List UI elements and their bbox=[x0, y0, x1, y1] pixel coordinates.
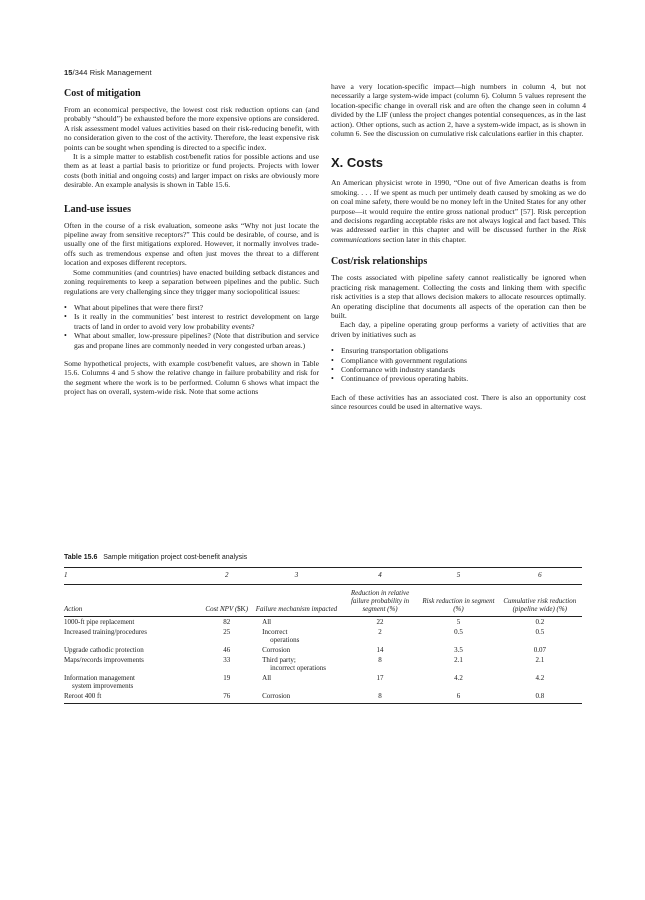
cell-cost: 82 bbox=[223, 618, 231, 626]
table-row bbox=[64, 627, 582, 645]
risk-communications-link-text: Risk communications bbox=[331, 225, 586, 244]
cost-benefit-table bbox=[64, 567, 582, 704]
cost-of-mitigation-heading: Cost of mitigation bbox=[64, 88, 141, 99]
cell-action: Maps/records improvements bbox=[64, 656, 144, 664]
cost-paragraph-1: From an economical perspective, the lowest cost risk reduction options can (and probably “should”) be exhausted before the more expensive options are considered. A risk assessment model values activities based on their risk-reducing benefit, with no consideration given to the cost of the activity. Therefore, the least expensive risk points can be sought when spending is directed to a specific index. bbox=[64, 105, 319, 152]
table-caption-label: Table 15.6 bbox=[64, 554, 98, 561]
cell-risk: 0.5 bbox=[454, 628, 463, 636]
cell-reduction: 8 bbox=[378, 656, 382, 664]
cell-action: 1000-ft pipe replacement bbox=[64, 618, 135, 626]
table-row bbox=[64, 673, 582, 691]
list-item: • Is it really in the communities’ best interest to restrict development on large tracts of land in order to avoid very low probability events? bbox=[64, 312, 319, 331]
cell-risk: 6 bbox=[419, 691, 497, 704]
cell-cost: 19 bbox=[223, 674, 231, 682]
cell-mechanism bbox=[252, 627, 341, 645]
costs-text-a: An American physicist wrote in 1990, “One out of five American deaths is from smoking. . . . If we spent as much per untimely death caused by smoking as we do on coal mine safety, there would be no money left in the United States for any other purpose—it would require the entire gross national product” [57]. Risk perception and decisions regarding acceptable risks are not always logical and fact based. This was addressed earlier in this chapter and will be discussed further in the bbox=[331, 178, 586, 235]
cell-mechanism-text: Third party; bbox=[262, 656, 296, 664]
cell-risk: 5 bbox=[456, 618, 461, 626]
right-column bbox=[331, 82, 586, 412]
header-cost-close: ) bbox=[245, 605, 249, 613]
running-head bbox=[64, 68, 152, 77]
column-number-row bbox=[64, 568, 582, 585]
cell-mechanism: Corrosion bbox=[252, 691, 341, 704]
cell-mechanism-sub: operations bbox=[270, 636, 300, 644]
land-use-paragraph-1: Often in the course of a risk evaluation, someone asks “Why not just locate the pipeline away from sensitive receptors?” This could be desirable, of course, and is usually one of the first mitigations explored. However, it normally involves trade-offs such as tremendous expense and often just moves the threat to a different location and exposes different receptors. bbox=[64, 220, 319, 268]
list-item: • What about smaller, low-pressure pipelines? (Note that distribution and service gas and propane lines are commonly needed in very congested urban areas.) bbox=[64, 331, 319, 350]
header-cost-unit: $K bbox=[237, 605, 246, 613]
land-use-paragraph-2: Some communities (and countries) have enacted building setback distances and zoning requirements to keep a separation between pipelines and the public. Such regulations are very challenging since they trigger many sociopolitical issues: bbox=[64, 267, 319, 296]
page-number: 15 bbox=[64, 68, 73, 77]
costs-paragraph-1 bbox=[331, 178, 586, 244]
cell-action bbox=[64, 673, 201, 691]
table-caption-text: Sample mitigation project cost-benefit analysis bbox=[103, 554, 248, 561]
cost-risk-heading: Cost/risk relationships bbox=[331, 256, 428, 268]
cell-mechanism-sub: incorrect operations bbox=[270, 664, 326, 672]
header-risk: Risk reduction in segment (%) bbox=[419, 585, 497, 617]
cell-risk: 2.1 bbox=[454, 656, 463, 664]
cost-risk-paragraph-2: Each day, a pipeline operating group performs a variety of activities that are driven by initiatives such as bbox=[331, 320, 586, 339]
column-number: 2 bbox=[201, 568, 252, 585]
list-item: • What about pipelines that were there first? bbox=[64, 303, 319, 312]
cell-cumulative: 0.8 bbox=[498, 691, 582, 704]
column-number: 4 bbox=[341, 568, 419, 585]
cell-action-text: Information management bbox=[64, 674, 135, 682]
cell-cost: 46 bbox=[223, 646, 231, 654]
cell-cumulative: 2.1 bbox=[535, 656, 545, 664]
cell-reduction: 8 bbox=[341, 691, 419, 704]
table-caption bbox=[64, 554, 582, 561]
land-use-paragraph-3: Some hypothetical projects, with example cost/benefit values, are shown in Table 15.6. Columns 4 and 5 show the relative change in failure probability and risk for the segment where the work is to be performed. Column 6 shows what impact the project has on overall, system-wide risk. Note that some actions bbox=[64, 358, 319, 397]
land-use-heading: Land-use issues bbox=[64, 203, 131, 215]
table-15-6 bbox=[64, 554, 582, 704]
cell-action: Upgrade cathodic protection bbox=[64, 646, 144, 654]
column-number: 3 bbox=[252, 568, 341, 585]
cost-risk-paragraph-3: Each of these activities has an associated cost. There is also an opportunity cost since resources could be used in alternative ways. bbox=[331, 392, 586, 412]
column-header-row bbox=[64, 585, 582, 617]
land-use-bullet-list bbox=[64, 303, 319, 350]
cell-reduction: 17 bbox=[376, 674, 384, 682]
header-action: Action bbox=[64, 585, 201, 617]
header-cost-text: Cost NPV ( bbox=[205, 605, 238, 613]
table-row bbox=[64, 655, 582, 673]
cell-cumulative: 4.2 bbox=[535, 674, 545, 682]
header-reduction: Reduction in relative failure probability in segment (%) bbox=[341, 585, 419, 617]
header-cost bbox=[201, 585, 252, 617]
cell-reduction: 14 bbox=[376, 646, 384, 654]
cell-mechanism: All bbox=[262, 618, 272, 626]
table-row bbox=[64, 691, 582, 704]
cost-risk-paragraph-1: The costs associated with pipeline safety cannot realistically be ignored when practicing risk management. Collecting the costs and linking them with specific risk activities is a step that allows decision makers to allocate resources optimally. An operating discipline that documents all aspects of the operation can then be built. bbox=[331, 273, 586, 320]
cell-action: Increased training/procedures bbox=[64, 628, 147, 636]
cell-mechanism-text: Incorrect bbox=[262, 628, 288, 636]
table-row bbox=[64, 645, 582, 655]
cell-cost: 76 bbox=[201, 691, 252, 704]
header-mechanism: Failure mechanism impacted bbox=[252, 585, 341, 617]
cell-reduction: 2 bbox=[378, 628, 382, 636]
cell-mechanism bbox=[252, 655, 341, 673]
left-column bbox=[64, 82, 319, 397]
list-item: • Continuance of previous operating habits. bbox=[331, 374, 586, 383]
cell-mechanism: Corrosion bbox=[262, 646, 291, 654]
cell-risk: 3.5 bbox=[454, 646, 463, 654]
cell-cumulative: 0.2 bbox=[535, 618, 545, 626]
header-cumulative: Cumulative risk reduction (pipeline wide) (%) bbox=[498, 585, 582, 617]
running-head-title: /344 Risk Management bbox=[72, 68, 152, 77]
cell-mechanism: All bbox=[262, 674, 272, 682]
column-number: 6 bbox=[498, 568, 582, 585]
initiatives-bullet-list bbox=[331, 346, 586, 384]
cell-reduction: 22 bbox=[376, 618, 384, 626]
cell-action: Reroot 400 ft bbox=[64, 691, 201, 704]
list-item: • Conformance with industry standards bbox=[331, 365, 586, 374]
continued-paragraph: have a very location-specific impact—high numbers in column 4, but not necessarily a large system-wide impact (column 6). Column 5 values represent the location-specific change in overall risk and are often the change seen in column 4 divided by the LIF (unless the project changes potential consequences, as in the last action). Other options, such as action 2, have a system-wide impact, as is shown in column 6. See the discussion on cumulative risk calculations earlier in this chapter. bbox=[331, 82, 586, 139]
cell-cumulative: 0.5 bbox=[535, 628, 545, 636]
table-row bbox=[64, 617, 582, 628]
list-item: • Compliance with government regulations bbox=[331, 356, 586, 365]
column-number: 1 bbox=[64, 568, 201, 585]
cell-cost: 33 bbox=[223, 656, 231, 664]
column-number: 5 bbox=[419, 568, 497, 585]
costs-section-heading: X. Costs bbox=[331, 155, 384, 171]
cost-paragraph-2: It is a simple matter to establish cost/benefit ratios for possible actions and use them as at least a partial basis to prioritize or fund projects. Projects with lower costs (both initial and ongoing costs) and larger impact on risks are obviously more desirable. An example analysis is shown in Table 15.6. bbox=[64, 152, 319, 190]
list-item: • Ensuring transportation obligations bbox=[331, 346, 586, 355]
cell-cumulative: 0.07 bbox=[533, 646, 546, 654]
cell-cost: 25 bbox=[223, 628, 231, 636]
cell-risk: 4.2 bbox=[454, 674, 463, 682]
costs-text-b: section later in this chapter. bbox=[380, 234, 466, 244]
cell-action-sub: system improvements bbox=[72, 682, 134, 690]
